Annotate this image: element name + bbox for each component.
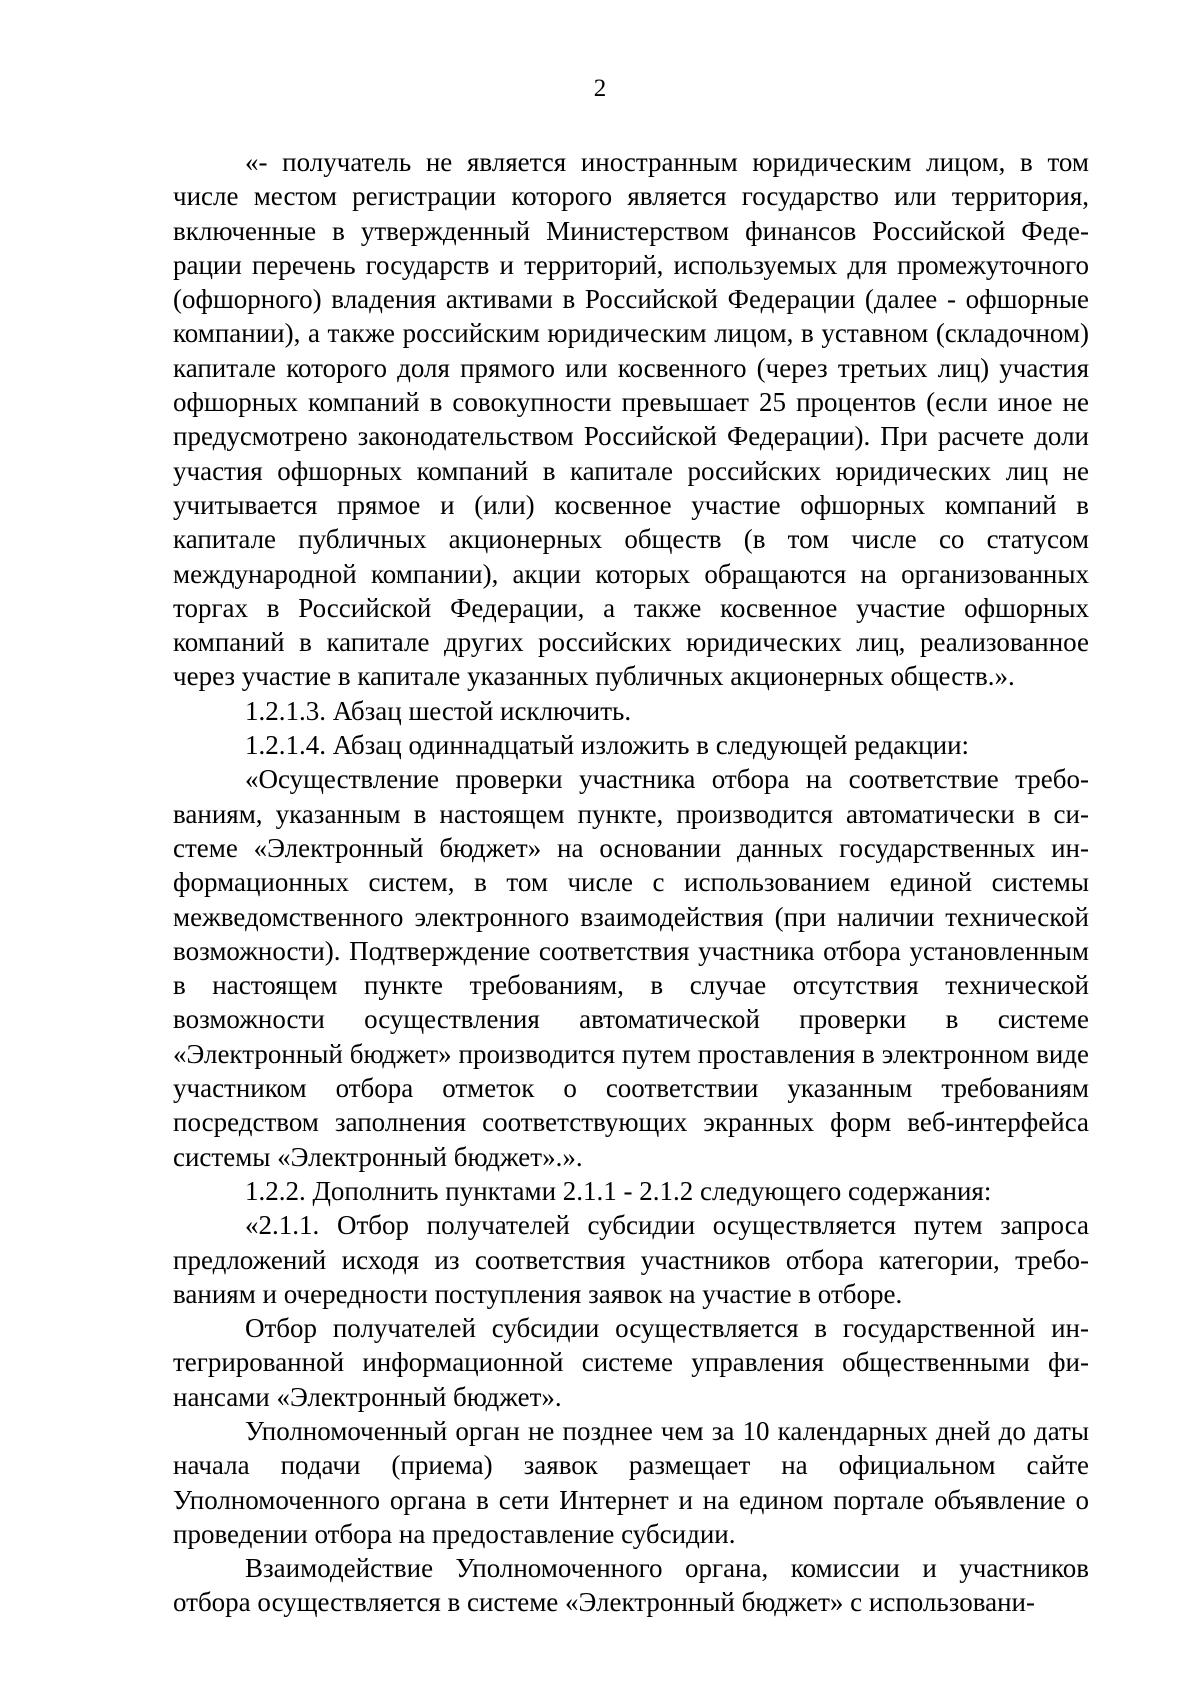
page-number: 2 [593, 75, 607, 102]
paragraph-verification-text: «Осуществление проверки участника отбора на соответствие требованиям, указанным в настоящем пункте, производится автоматически в системе «Электронный бюджет» на основании данных государственных информационных систем, в том числе с использованием единой системы межведомственного электронного взаимодействия (при наличии технической возможности). Подтверждение соответствия участника отбора установленным в настоящем пункте требованиям, в случае отсутствия технической возможности осуществления автоматической проверки в системе «Электронный бюджет» производится путем проставления в электронном виде участником отбора отметок о соответствии указанным требованиям посредством заполнения соответствующих экранных форм веб-интерфейса системы «Электронный бюджет».». [173, 764, 1089, 1172]
paragraph-selection-system: Отбор получателей субсидии осуществляется в государственной интегрированной информационной системе управления общественными финансами «Электронный бюджет». [173, 1313, 1089, 1412]
paragraph-announcement: Уполномоченный орган не позднее чем за 10 календарных дней до даты начала подачи (приема) заявок размещает на официальном сайте Уполномоченного органа в сети Интернет и на едином портале объявление о проведении отбора на предоставление субсидии. [173, 1415, 1089, 1549]
paragraph-offshore-requirement: «- получатель не является иностранным юридическим лицом, в том числе местом регистрации которого является государство или территория, включенные в утвержденный Министерством финансов Российской Федерации перечень государств и территорий, используемых для промежуточного (офшорного) владения активами в Российской Федерации (далее - офшорные компании), а также российским юридическим лицом, в уставном (складочном) капитале которого доля прямого или косвенного (через третьих лиц) участия офшорных компаний в совокупности превышает 25 процентов (если иное не предусмотрено законодательством Российской Федерации). При расчете доли участия офшорных компаний в капитале российских юридических лиц не учитывается прямое и (или) косвенное участие офшорных компаний в капитале публичных акционерных обществ (в том числе со статусом международной компании), акции которых обращаются на организованных торгах в Российской Федерации, а также косвенное участие офшорных компаний в капитале других российских юридических лиц, реализованное через участие в капитале указанных публичных акционерных обществ.». [173, 147, 1089, 692]
document-body [173, 145, 1089, 1620]
paragraph-item-1-2-2: 1.2.2. Дополнить пунктами 2.1.1 - 2.1.2 следующего содержания: [245, 1175, 992, 1206]
paragraph-item-2-1-1: «2.1.1. Отбор получателей субсидии осуществляется путем запроса предложений исходя из соответствия участников отбора категории, требованиям и очередности поступления заявок на участие в отборе. [173, 1210, 1089, 1309]
paragraph-item-1-2-1-3: 1.2.1.3. Абзац шестой исключить. [245, 695, 632, 726]
paragraph-item-1-2-1-4: 1.2.1.4. Абзац одиннадцатый изложить в следующей редакции: [245, 730, 970, 761]
paragraph-interaction: Взаимодействие Уполномоченного органа, комиссии и участников отбора осуществляется в системе «Электронный бюджет» с использовани- [173, 1553, 1089, 1618]
